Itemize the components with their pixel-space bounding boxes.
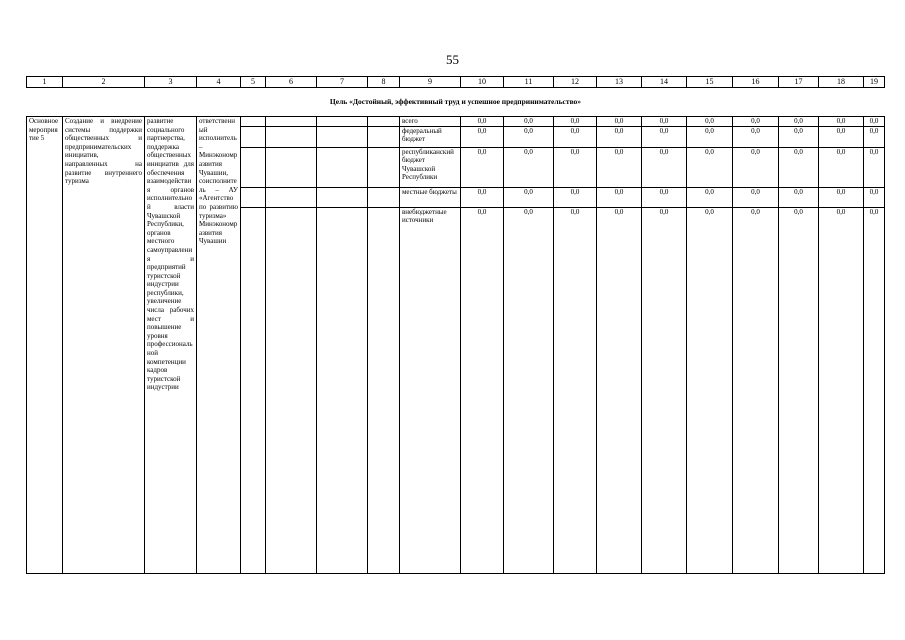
funding-source: всего xyxy=(400,117,461,127)
funding-value: 0,0 xyxy=(642,147,687,187)
column-number: 19 xyxy=(864,77,885,88)
funding-value: 0,0 xyxy=(554,187,597,207)
column-number: 17 xyxy=(779,77,819,88)
column-number: 8 xyxy=(368,77,400,88)
funding-value: 0,0 xyxy=(504,126,554,147)
funding-value: 0,0 xyxy=(864,126,885,147)
funding-value: 0,0 xyxy=(819,147,864,187)
funding-value: 0,0 xyxy=(597,117,642,127)
column-number-row xyxy=(27,77,885,88)
column-number: 11 xyxy=(504,77,554,88)
program-table xyxy=(26,76,885,574)
empty-cell xyxy=(241,187,266,207)
funding-value: 0,0 xyxy=(554,126,597,147)
funding-value: 0,0 xyxy=(461,117,504,127)
empty-cell xyxy=(317,147,368,187)
column-number: 1 xyxy=(27,77,63,88)
funding-value: 0,0 xyxy=(687,126,733,147)
empty-cell xyxy=(241,117,266,127)
column-number: 2 xyxy=(63,77,145,88)
funding-value: 0,0 xyxy=(819,187,864,207)
empty-cell xyxy=(368,117,400,127)
column-number: 16 xyxy=(733,77,779,88)
empty-cell xyxy=(368,207,400,573)
funding-row xyxy=(27,117,885,127)
funding-value: 0,0 xyxy=(779,147,819,187)
funding-value: 0,0 xyxy=(864,207,885,573)
funding-value: 0,0 xyxy=(687,207,733,573)
column-number: 3 xyxy=(145,77,197,88)
funding-value: 0,0 xyxy=(687,117,733,127)
responsible-cell: ответственный исполнитель – Минэкономразвития Чувашии, соисполнитель – АУ «Агентство по развитию туризма» Минэкономразвития Чувашии xyxy=(197,117,241,574)
funding-value: 0,0 xyxy=(733,147,779,187)
funding-value: 0,0 xyxy=(779,207,819,573)
funding-value: 0,0 xyxy=(504,147,554,187)
funding-value: 0,0 xyxy=(733,117,779,127)
funding-value: 0,0 xyxy=(864,187,885,207)
funding-value: 0,0 xyxy=(597,187,642,207)
funding-value: 0,0 xyxy=(642,117,687,127)
row-label-cell: Основное мероприятие 5 xyxy=(27,117,63,574)
empty-cell xyxy=(266,126,317,147)
funding-source: федеральный бюджет xyxy=(400,126,461,147)
funding-value: 0,0 xyxy=(779,187,819,207)
goal-row xyxy=(27,88,885,117)
funding-value: 0,0 xyxy=(504,207,554,573)
empty-cell xyxy=(317,187,368,207)
column-number: 18 xyxy=(819,77,864,88)
funding-source: внебюджетные источники xyxy=(400,207,461,573)
column-number: 10 xyxy=(461,77,504,88)
funding-value: 0,0 xyxy=(733,187,779,207)
empty-cell xyxy=(241,207,266,573)
empty-cell xyxy=(266,207,317,573)
empty-cell xyxy=(317,207,368,573)
column-number: 5 xyxy=(241,77,266,88)
measure-name-cell: Создание и внедрение системы поддержки общественных и предпринимательских инициатив, направленных на развитие внутреннего туризма xyxy=(63,117,145,574)
empty-cell xyxy=(368,187,400,207)
empty-cell xyxy=(241,126,266,147)
funding-value: 0,0 xyxy=(642,126,687,147)
funding-value: 0,0 xyxy=(597,147,642,187)
funding-value: 0,0 xyxy=(779,126,819,147)
funding-value: 0,0 xyxy=(504,187,554,207)
empty-cell xyxy=(317,126,368,147)
goal-title: Цель «Достойный, эффективный труд и успешное предпринимательство» xyxy=(27,88,885,117)
column-number: 14 xyxy=(642,77,687,88)
column-number: 4 xyxy=(197,77,241,88)
funding-source: местные бюджеты xyxy=(400,187,461,207)
empty-cell xyxy=(368,126,400,147)
page-number: 55 xyxy=(446,52,459,67)
funding-value: 0,0 xyxy=(687,187,733,207)
funding-value: 0,0 xyxy=(819,117,864,127)
funding-value: 0,0 xyxy=(461,147,504,187)
column-number: 6 xyxy=(266,77,317,88)
funding-value: 0,0 xyxy=(687,147,733,187)
funding-value: 0,0 xyxy=(779,117,819,127)
funding-value: 0,0 xyxy=(597,207,642,573)
funding-value: 0,0 xyxy=(504,117,554,127)
funding-value: 0,0 xyxy=(461,187,504,207)
funding-value: 0,0 xyxy=(554,117,597,127)
funding-source: республиканский бюджет Чувашской Республики xyxy=(400,147,461,187)
empty-cell xyxy=(266,117,317,127)
funding-value: 0,0 xyxy=(554,147,597,187)
empty-cell xyxy=(266,147,317,187)
column-number: 13 xyxy=(597,77,642,88)
empty-cell xyxy=(241,147,266,187)
measure-description-cell: развитие социального партнерства, поддержка общественных инициатив для обеспечения взаимодействия органов исполнительной власти Чувашской Республики, органов местного самоуправления и предприятий туристской индустрии республики, увеличение числа рабочих мест и повышение уровня профессиональной компетенции кадров туристской индустрии xyxy=(145,117,197,574)
empty-cell xyxy=(317,117,368,127)
funding-value: 0,0 xyxy=(733,126,779,147)
funding-value: 0,0 xyxy=(819,126,864,147)
funding-value: 0,0 xyxy=(461,207,504,573)
column-number: 9 xyxy=(400,77,461,88)
empty-cell xyxy=(266,187,317,207)
empty-cell xyxy=(368,147,400,187)
funding-value: 0,0 xyxy=(642,207,687,573)
funding-value: 0,0 xyxy=(461,126,504,147)
funding-value: 0,0 xyxy=(642,187,687,207)
funding-value: 0,0 xyxy=(864,117,885,127)
column-number: 7 xyxy=(317,77,368,88)
funding-value: 0,0 xyxy=(554,207,597,573)
column-number: 12 xyxy=(554,77,597,88)
funding-value: 0,0 xyxy=(819,207,864,573)
column-number: 15 xyxy=(687,77,733,88)
funding-value: 0,0 xyxy=(597,126,642,147)
funding-value: 0,0 xyxy=(864,147,885,187)
funding-value: 0,0 xyxy=(733,207,779,573)
